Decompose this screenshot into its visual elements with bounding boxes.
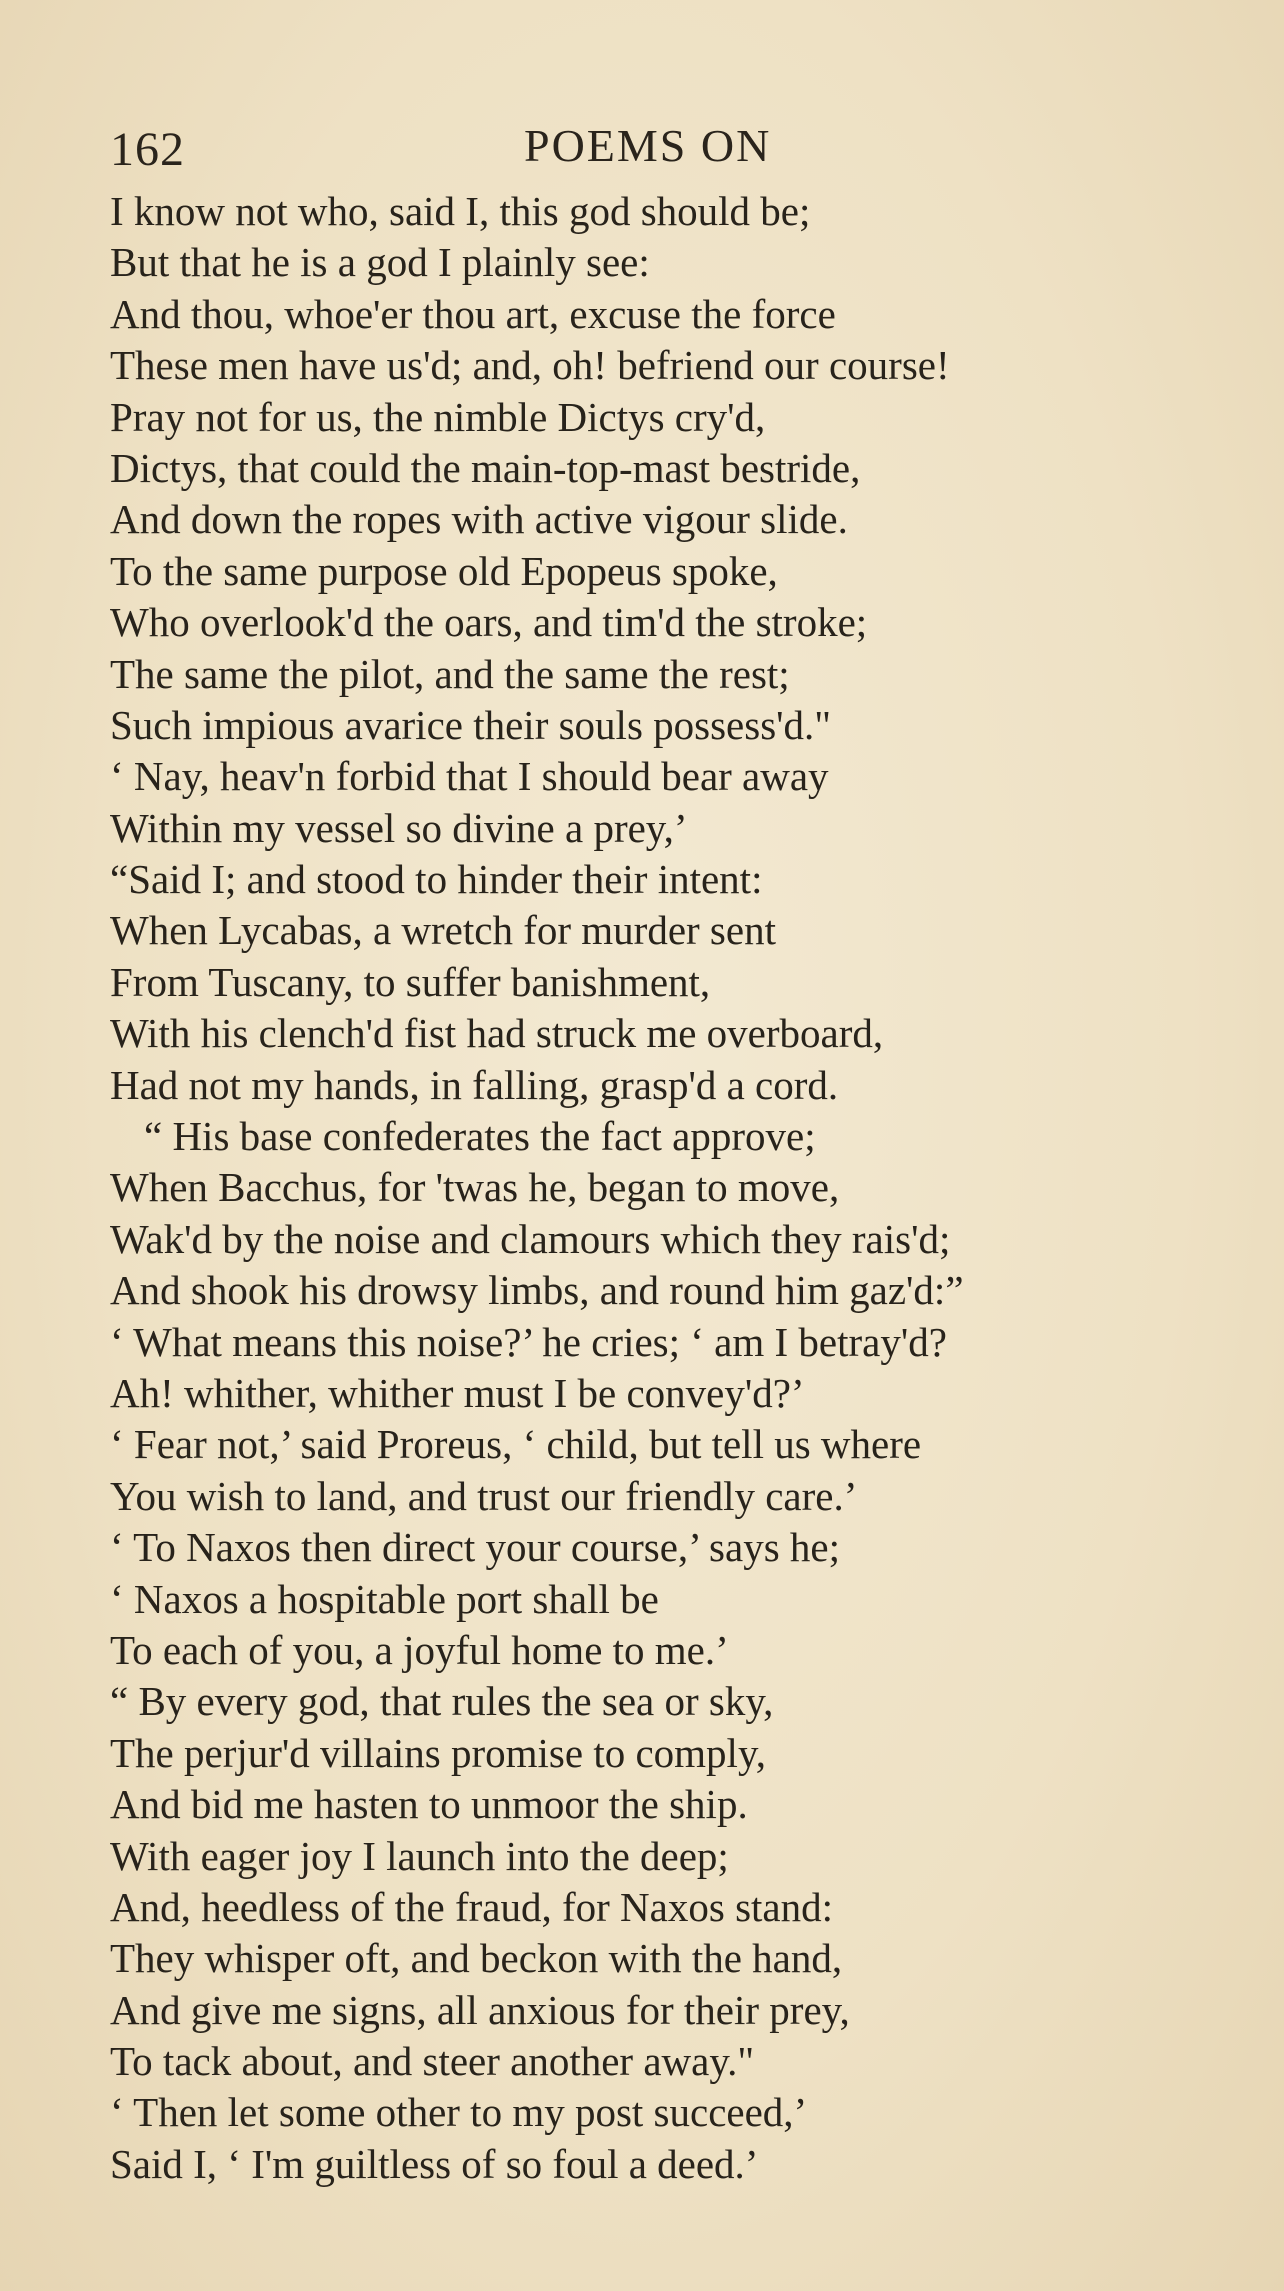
poem-line: The perjur'd villains promise to comply, xyxy=(110,1729,767,1776)
poem-line: From Tuscany, to suffer banishment, xyxy=(110,958,711,1005)
poem-line: To the same purpose old Epopeus spoke, xyxy=(110,547,778,594)
poem-line: Such impious avarice their souls possess'd." xyxy=(110,701,832,748)
poem-line: You wish to land, and trust our friendly care.’ xyxy=(110,1472,858,1519)
poem-line: ‘ Naxos a hospitable port shall be xyxy=(110,1575,659,1622)
poem-line: ‘ Fear not,’ said Proreus, ‘ child, but tell us where xyxy=(110,1421,922,1468)
poem-line: When Bacchus, for 'twas he, began to move, xyxy=(110,1164,840,1211)
poem-line: Wak'd by the noise and clamours which they rais'd; xyxy=(110,1215,951,1262)
poem-line: “ By every god, that rules the sea or sky, xyxy=(110,1678,774,1725)
poem-line: “Said I; and stood to hinder their intent: xyxy=(110,856,763,903)
poem-line: And thou, whoe'er thou art, excuse the force xyxy=(110,290,836,337)
poem-line: Within my vessel so divine a prey,’ xyxy=(110,804,688,851)
page-number: 162 xyxy=(110,123,185,176)
poem-line: With his clench'd fist had struck me overboard, xyxy=(110,1010,884,1057)
poem-line: Who overlook'd the oars, and tim'd the stroke; xyxy=(110,599,868,646)
poem-line: Had not my hands, in falling, grasp'd a cord. xyxy=(110,1061,839,1108)
poem-line: Ah! whither, whither must I be convey'd?’ xyxy=(110,1369,805,1416)
poem-line: I know not who, said I, this god should be; xyxy=(110,188,811,234)
poem-line: And bid me hasten to unmoor the ship. xyxy=(110,1781,748,1828)
poem-line: ‘ What means this noise?’ he cries; ‘ am I betray'd? xyxy=(110,1318,947,1365)
poem-line: “ His base confederates the fact approve; xyxy=(144,1113,816,1160)
poem-line: They whisper oft, and beckon with the hand, xyxy=(110,1935,843,1982)
poem-line: The same the pilot, and the same the rest; xyxy=(110,650,790,697)
poem-line: And down the ropes with active vigour slide. xyxy=(110,496,848,543)
poem-line: Pray not for us, the nimble Dictys cry'd, xyxy=(110,393,766,440)
poem-line: ‘ Then let some other to my post succeed,’ xyxy=(110,2089,808,2136)
poem-line: To tack about, and steer another away." xyxy=(110,2038,755,2085)
poem-line: Dictys, that could the main-top-mast bestride, xyxy=(110,444,861,491)
running-head: POEMS ON xyxy=(524,120,772,171)
poem-line: And, heedless of the fraud, for Naxos stand: xyxy=(110,1883,834,1930)
poem-line: To each of you, a joyful home to me.’ xyxy=(110,1626,729,1673)
poem-line: When Lycabas, a wretch for murder sent xyxy=(110,907,776,954)
poem-line: ‘ Nay, heav'n forbid that I should bear away xyxy=(110,753,829,800)
poem-line: And shook his drowsy limbs, and round him gaz'd:” xyxy=(110,1267,964,1314)
poem-line: But that he is a god I plainly see: xyxy=(110,239,650,286)
poem-line: With eager joy I launch into the deep; xyxy=(110,1832,729,1879)
poem-text xyxy=(110,186,1270,2190)
poem-line: And give me signs, all anxious for their prey, xyxy=(110,1986,850,2033)
poem-line: These men have us'd; and, oh! befriend our course! xyxy=(110,342,950,389)
poem-line: Said I, ‘ I'm guiltless of so foul a deed.’ xyxy=(110,2140,759,2187)
poem-line: ‘ To Naxos then direct your course,’ says he; xyxy=(110,1524,840,1571)
page-header xyxy=(0,116,1284,176)
